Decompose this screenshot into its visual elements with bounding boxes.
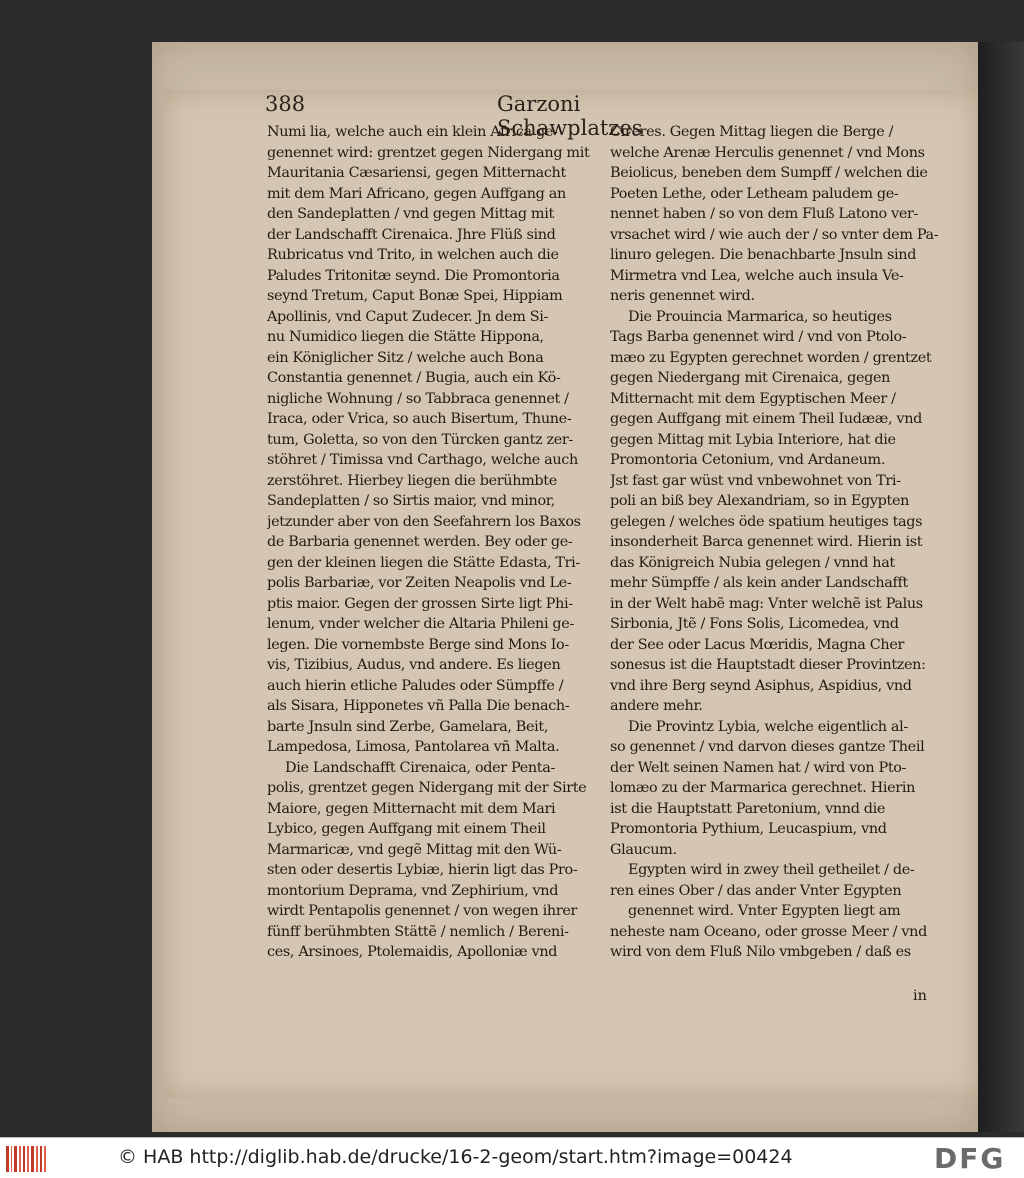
text-line: das Königreich Nubia gelegen / vnnd hat — [610, 554, 895, 571]
text-line: Die Provintz Lybia, welche eigentlich al- — [628, 718, 908, 735]
text-line: polis, grentzet gegen Nidergang mit der Sirte — [267, 780, 587, 796]
text-line: den Sandeplatten / vnd gegen Mittag mit — [267, 206, 554, 222]
text-line: vnd ihre Berg seynd Asiphus, Aspidius, vnd — [610, 677, 912, 694]
text-line: Mitternacht mit dem Egyptischen Meer / — [610, 390, 896, 407]
text-line: so genennet / vnd darvon dieses gantze Theil — [610, 739, 925, 755]
text-line: legen. Die vornembste Berge sind Mons Io- — [267, 636, 569, 653]
text-line: Lampedosa, Limosa, Pantolarea vñ Malta. — [267, 739, 560, 755]
text-line: lenum, vnder welcher die Altaria Phileni ge- — [267, 616, 574, 632]
text-line: nigliche Wohnung / so Tabbraca genennet / — [267, 390, 569, 407]
text-line: jetzunder aber von den Seefahrern los Baxos — [267, 513, 581, 530]
text-line: Apollinis, vnd Caput Zudecer. Jn dem Si- — [267, 308, 548, 325]
text-line: ptis maior. Gegen der grossen Sirte ligt Phi- — [267, 595, 573, 612]
text-line: poli an biß bey Alexandriam, so in Egypten — [610, 493, 910, 509]
text-line: Lybico, gegen Auffgang mit einem Theil — [267, 821, 546, 837]
text-line: gen der kleinen liegen die Stätte Edasta, Tri- — [267, 554, 580, 571]
viewer-footer — [0, 1137, 1024, 1178]
text-line: ist die Hauptstatt Paretonium, vnnd die — [610, 800, 886, 817]
text-line: sonesus ist die Hauptstadt dieser Provintzen: — [610, 657, 926, 673]
text-line: ces, Arsinoes, Ptolemaidis, Apolloniæ vnd — [267, 944, 558, 960]
text-line: Marmaricæ, vnd gegẽ Mittag mit den Wü- — [267, 841, 562, 858]
source-credit-link[interactable]: © HAB http://diglib.hab.de/drucke/16-2-geom/start.htm?image=00424 — [118, 1146, 793, 1168]
dfg-logo: DFG — [934, 1142, 1006, 1175]
text-line: stöhret / Timissa vnd Carthago, welche auch — [267, 452, 578, 468]
text-line: mehr Sümpffe / als kein ander Landschafft — [610, 575, 908, 591]
text-line: Iraca, oder Vrica, so auch Bisertum, Thune- — [267, 411, 572, 427]
text-line: der Landschafft Cirenaica. Jhre Flüß sind — [267, 226, 556, 243]
text-line: polis Barbariæ, vor Zeiten Neapolis vnd Le- — [267, 575, 572, 591]
text-line: linuro gelegen. Die benachbarte Jnsuln sind — [610, 247, 917, 263]
text-line: nennet haben / so von dem Fluß Latono ver- — [610, 206, 919, 222]
text-line: neris genennet wird. — [610, 288, 755, 304]
text-line: der Welt seinen Namen hat / wird von Pto- — [610, 759, 907, 776]
text-line: welche Arenæ Herculis genennet / vnd Mons — [610, 144, 925, 161]
text-line: Sirbonia, Jtẽ / Fons Solis, Licomedea, vnd — [610, 616, 899, 632]
text-line: Promontoria Cetonium, vnd Ardaneum. — [610, 452, 886, 468]
text-line: gegen Mittag mit Lybia Interiore, hat die — [610, 431, 896, 448]
text-line: tum, Goletta, so von den Türcken gantz zer- — [267, 431, 573, 448]
text-line: Egypten wird in zwey theil getheilet / de- — [628, 862, 915, 878]
running-title: Garzoni Schawplatzes — [497, 92, 643, 140]
page-edge-shadow — [978, 42, 1024, 1132]
text-line: barte Jnsuln sind Zerbe, Gamelara, Beit, — [267, 718, 549, 735]
text-line: Rubricatus vnd Trito, in welchen auch die — [267, 247, 559, 263]
text-line: Numi lia, welche auch ein klein Africa ge- — [267, 124, 558, 140]
text-line: zerstöhret. Hierbey liegen die berühmbte — [267, 472, 557, 489]
text-line: Constantia genennet / Bugia, auch ein Kö- — [267, 370, 561, 386]
text-line: gegen Niedergang mit Cirenaica, gegen — [610, 370, 891, 386]
text-line: gegen Auffgang mit einem Theil Iudææ, vnd — [610, 411, 922, 427]
text-line: genennet wird. Vnter Egypten liegt am — [628, 903, 901, 919]
text-line: wirdt Pentapolis genennet / von wegen ihrer — [267, 903, 578, 919]
text-line: Promontoria Pythium, Leucaspium, vnd — [610, 821, 887, 837]
text-line: gelegen / welches öde spatium heutiges tags — [610, 513, 923, 530]
text-line: Die Landschafft Cirenaica, oder Penta- — [285, 759, 555, 776]
text-line: wird von dem Fluß Nilo vmbgeben / daß es — [610, 944, 911, 960]
text-line: sten oder desertis Lybiæ, hierin ligt das Pro- — [267, 862, 578, 878]
text-line: de Barbaria genennet werden. Bey oder ge- — [267, 534, 573, 550]
text-line: fünff berühmbten Stättẽ / nemlich / Bereni- — [267, 923, 569, 940]
text-line: montorium Deprama, vnd Zephirium, vnd — [267, 882, 559, 899]
text-line: Poeten Lethe, oder Letheam paludem ge- — [610, 185, 899, 202]
text-column-right — [610, 122, 938, 963]
hab-logo-icon — [6, 1146, 46, 1172]
text-line: als Sisara, Hipponetes vñ Palla Die benach- — [267, 698, 570, 714]
text-line: Mauritania Cæsariensi, gegen Mitternacht — [267, 165, 566, 181]
text-line: Die Prouincia Marmarica, so heutiges — [628, 308, 892, 325]
text-line: andere mehr. — [610, 698, 703, 714]
text-line: seynd Tretum, Caput Bonæ Spei, Hippiam — [267, 288, 563, 304]
text-line: in der Welt habẽ mag: Vnter welchẽ ist Palus — [610, 595, 923, 612]
catchword: in — [913, 988, 927, 1004]
text-line: Paludes Tritonitæ seynd. Die Promontoria — [267, 267, 560, 284]
text-line: genennet wird: grentzet gegen Nidergang mit — [267, 144, 590, 161]
text-line: der See oder Lacus Mœridis, Magna Cher — [610, 636, 905, 653]
text-column-left — [267, 122, 595, 963]
text-line: Jst fast gar wüst vnd vnbewohnet von Tri- — [610, 472, 901, 489]
text-line: ein Königlicher Sitz / welche auch Bona — [267, 349, 544, 366]
text-line: Tags Barba genennet wird / vnd von Ptolo- — [610, 329, 907, 345]
page-number: 388 — [265, 92, 306, 116]
text-line: Glaucum. — [610, 841, 677, 858]
text-line: Beiolicus, beneben dem Sumpff / welchen die — [610, 165, 928, 181]
text-line: auch hierin etliche Paludes oder Sümpffe / — [267, 677, 564, 694]
text-line: mæo zu Egypten gerechnet worden / grentzet — [610, 349, 932, 366]
text-line: lomæo zu der Marmarica gerechnet. Hierin — [610, 780, 915, 796]
text-line: Cireres. Gegen Mittag liegen die Berge / — [610, 124, 894, 140]
text-line: neheste nam Oceano, oder grosse Meer / vnd — [610, 923, 927, 940]
text-line: ren eines Ober / das ander Vnter Egypten — [610, 882, 902, 899]
text-line: nu Numidico liegen die Stätte Hippona, — [267, 329, 544, 345]
text-line: mit dem Mari Africano, gegen Auffgang an — [267, 185, 566, 202]
text-line: Maiore, gegen Mitternacht mit dem Mari — [267, 800, 556, 817]
text-line: vis, Tizibius, Audus, vnd andere. Es liegen — [267, 657, 561, 673]
text-line: Mirmetra vnd Lea, welche auch insula Ve- — [610, 267, 904, 284]
text-line: insonderheit Barca genennet wird. Hierin ist — [610, 534, 923, 550]
text-line: vrsachet wird / wie auch der / so vnter dem Pa- — [610, 226, 938, 243]
text-line: Sandeplatten / so Sirtis maior, vnd minor, — [267, 493, 555, 509]
